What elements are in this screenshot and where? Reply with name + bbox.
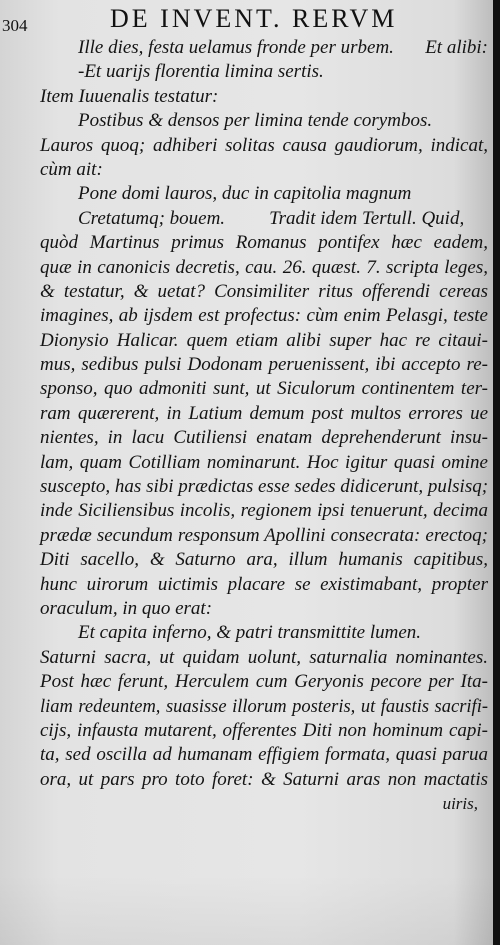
text-line: Et capita inferno, & patri transmittite lumen. <box>78 622 422 644</box>
catchword: uiris, <box>442 794 478 814</box>
body-text <box>40 36 488 817</box>
running-head: DE INVENT. RERVM <box>110 4 398 33</box>
text-line: liam redeuntem, suasisse illorum posteris, ut faustis sacrifi- <box>40 696 488 717</box>
text-line: oraculum, in quo erat: <box>40 597 213 619</box>
text-line: sponso, quo admoniti sunt, ut Siculorum continentem ter- <box>40 378 488 400</box>
text-line: Saturni sacra, ut quidam uolunt, saturnalia nominantes. <box>40 646 488 668</box>
text-line: suscepto, has sibi prædictas esse sedes didicerunt, pulsisq; <box>40 476 489 498</box>
text-line: hunc uirorum uictimis placare se existimabant, propter <box>40 573 488 595</box>
text-line: mus, sedibus pulsi Dodonam peruenissent, ibi accepto re- <box>40 354 488 376</box>
text-line: -Et uarijs florentia limina sertis. <box>78 61 324 83</box>
text-line: Item Iuuenalis testatur: <box>40 85 219 107</box>
text-line: nientes, in lacu Cutiliensi enatam deprehenderunt insu- <box>40 427 488 449</box>
text-line: Cretatumq; bouem. Tradit idem Tertull. Quid, <box>78 207 465 229</box>
text-line: ta, sed oscilla ad humanam effigiem formata, quasi parua <box>40 744 488 766</box>
text-line: Lauros quoq; adhiberi solitas causa gaudiorum, indicat, <box>40 134 488 156</box>
text-line: Postibus & densos per limina tende corymbos. <box>78 110 433 132</box>
text-line: Ille dies, festa uelamus fronde per urbem. Et alibi: <box>40 36 488 60</box>
text-line: cijs, infausta mutarent, offerentes Diti non hominum capi- <box>40 719 488 741</box>
text-line: Tradit idem Tertull. Quid, <box>269 207 465 229</box>
page-edge <box>493 0 500 945</box>
text-line: ram quærerent, in Latium demum post multos errores ue <box>40 402 488 424</box>
text-line: Dionysio Halicar. quem etiam alibi super hac re citaui- <box>40 329 488 351</box>
text-line: Pone domi lauros, duc in capitolia magnum <box>78 183 412 205</box>
paper-shading <box>0 875 493 945</box>
text-line: lam, quam Cotilliam nominarunt. Hoc igitur quasi omine <box>40 451 488 473</box>
text-line: quòd Martinus primus Romanus pontifex hæc eadem, <box>40 232 488 254</box>
text-line: ora, ut pars pro toto foret: & Saturni aras non mactatis <box>40 768 488 790</box>
text-line: & testatur, & uetat? Consimiliter ritus offerendi cereas <box>40 280 488 302</box>
page-header <box>0 2 493 35</box>
text-line: Post hæc ferunt, Herculem cum Geryonis pecore per Ita- <box>40 671 488 693</box>
text-line: Diti sacello, & Saturno ara, illum humanis capitibus, <box>40 549 488 571</box>
text-line: quæ in canonicis decretis, cau. 26. quæst. 7. scripta leges, <box>40 256 488 278</box>
text-line: cùm ait: <box>40 158 103 180</box>
text-line: inde Siciliensibus incolis, regionem ipsi tenuerunt, decima <box>40 500 488 522</box>
text-line: Et alibi: <box>425 37 488 58</box>
text-line: imagines, ab ijsdem est profectus: cùm enim Pelasgi, teste <box>40 305 488 327</box>
page-number: 304 <box>2 16 28 35</box>
text-line: prædæ secundum responsum Apollini consecrata: erectoq; <box>40 524 488 546</box>
